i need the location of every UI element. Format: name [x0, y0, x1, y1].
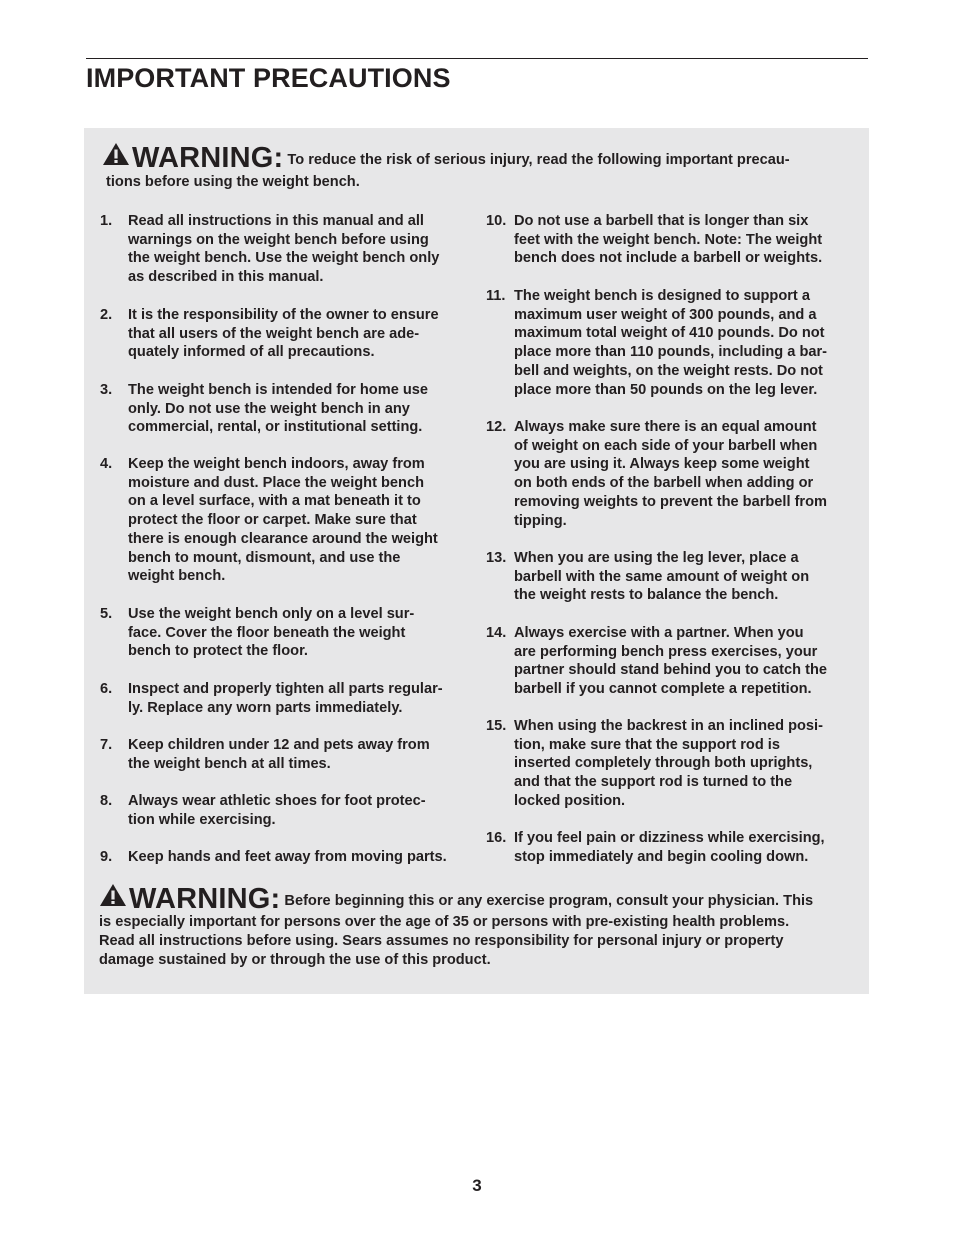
- item-text: [128, 455, 468, 586]
- item-text-line: Do not use a barbell that is longer than six: [514, 213, 809, 229]
- item-text-line: are performing bench press exercises, your: [514, 643, 818, 660]
- warning-top-label: WARNING:: [132, 142, 284, 174]
- item-text-line: commercial, rental, or institutional setting.: [128, 419, 423, 436]
- item-number: 6.: [100, 681, 113, 697]
- item-text-line: Inspect and properly tighten all parts regular-: [128, 681, 443, 697]
- item-text-line: maximum total weight of 410 pounds. Do not: [514, 325, 825, 342]
- item-number: 14.: [486, 625, 507, 641]
- item-text-line: Keep hands and feet away from moving parts.: [128, 849, 447, 865]
- warning-bottom-text-4: damage sustained by or through the use of this product.: [99, 952, 491, 968]
- item-text: [514, 829, 854, 866]
- item-text: [128, 212, 468, 287]
- item-text-line: the weight bench at all times.: [128, 755, 331, 772]
- item-text-line: removing weights to prevent the barbell from: [514, 493, 828, 510]
- item-text-line: Always make sure there is an equal amount: [514, 419, 817, 435]
- item-number: 16.: [486, 830, 507, 846]
- item-text-line: face. Cover the floor beneath the weight: [128, 624, 406, 641]
- warning-bottom-text-3: Read all instructions before using. Sears assumes no responsibility for personal injury or property: [99, 933, 784, 949]
- item-number: 7.: [100, 737, 113, 753]
- warning-triangle-icon: [102, 142, 130, 166]
- item-text: [128, 736, 468, 773]
- item-text-line: If you feel pain or dizziness while exercising,: [514, 830, 825, 846]
- item-text-line: bench to protect the floor.: [128, 643, 308, 660]
- item-text-line: that all users of the weight bench are ade-: [128, 325, 420, 342]
- item-number: 13.: [486, 550, 507, 566]
- item-text-line: It is the responsibility of the owner to ensure: [128, 307, 439, 323]
- item-text-line: you are using it. Always keep some weight: [514, 456, 810, 473]
- item-text-line: stop immediately and begin cooling down.: [514, 848, 809, 865]
- warning-bottom-heading: [99, 883, 814, 915]
- item-number: 2.: [100, 307, 113, 323]
- item-text: [514, 418, 854, 530]
- item-text-line: Use the weight bench only on a level sur-: [128, 606, 415, 622]
- item-text-line: Keep children under 12 and pets away from: [128, 737, 430, 753]
- item-text-line: Always exercise with a partner. When you: [514, 625, 804, 641]
- page-number: 3: [472, 1176, 482, 1195]
- item-text: [128, 792, 468, 829]
- item-text-line: barbell with the same amount of weight on: [514, 568, 810, 585]
- item-number: 5.: [100, 606, 113, 622]
- item-text-line: moisture and dust. Place the weight bench: [128, 474, 424, 491]
- item-number: 4.: [100, 456, 113, 472]
- item-text-line: protect the floor or carpet. Make sure that: [128, 512, 417, 529]
- item-text: [128, 605, 468, 661]
- item-text: [514, 624, 854, 699]
- item-text-line: bench to mount, dismount, and use the: [128, 549, 401, 566]
- page-title: IMPORTANT PRECAUTIONS: [86, 63, 451, 93]
- item-number: 11.: [486, 288, 506, 304]
- item-text-line: feet with the weight bench. Note: The weight: [514, 231, 823, 248]
- item-text-line: tion while exercising.: [128, 811, 276, 828]
- item-text: [128, 381, 468, 437]
- item-text-line: on a level surface, with a mat beneath it to: [128, 493, 421, 510]
- item-text-line: When you are using the leg lever, place a: [514, 550, 799, 566]
- warning-bottom-text-1: Before beginning this or any exercise program, consult your physician. This: [284, 893, 814, 909]
- item-number: 3.: [100, 382, 113, 398]
- item-text: [128, 848, 468, 867]
- item-text-line: tion, make sure that the support rod is: [514, 736, 780, 753]
- item-text-line: locked position.: [514, 792, 626, 809]
- item-text-line: there is enough clearance around the weight: [128, 530, 438, 547]
- item-text-line: ly. Replace any worn parts immediately.: [128, 699, 403, 716]
- item-text-line: warnings on the weight bench before using: [128, 231, 429, 248]
- item-text-line: place more than 50 pounds on the leg lever.: [514, 381, 818, 398]
- item-text-line: and that the support rod is turned to the: [514, 774, 793, 791]
- item-text: [128, 680, 468, 717]
- item-text-line: maximum user weight of 300 pounds, and a: [514, 306, 817, 323]
- item-text: [514, 717, 854, 811]
- item-text-line: The weight bench is intended for home use: [128, 382, 429, 398]
- warning-triangle-icon: [99, 883, 127, 907]
- item-text-line: on both ends of the barbell when adding or: [514, 475, 814, 492]
- item-text-line: Read all instructions in this manual and all: [128, 213, 424, 229]
- item-text-line: as described in this manual.: [128, 269, 324, 286]
- item-text-line: bell and weights, on the weight rests. Do not: [514, 362, 823, 379]
- item-text-line: barbell if you cannot complete a repetition.: [514, 681, 812, 698]
- warning-bottom-label: WARNING:: [129, 883, 281, 915]
- item-text-line: inserted completely through both uprights,: [514, 755, 813, 772]
- item-text-line: bench does not include a barbell or weights.: [514, 250, 823, 267]
- item-text-line: The weight bench is designed to support a: [514, 288, 810, 304]
- item-number: 15.: [486, 718, 507, 734]
- item-text-line: weight bench.: [128, 568, 226, 585]
- item-text-line: Keep the weight bench indoors, away from: [128, 456, 425, 472]
- item-number: 8.: [100, 793, 113, 809]
- top-rule: [86, 58, 868, 59]
- warning-top-text-1: To reduce the risk of serious injury, read the following important precau-: [287, 152, 790, 168]
- item-text-line: the weight bench. Use the weight bench only: [128, 250, 440, 267]
- item-text: [514, 287, 854, 399]
- item-number: 12.: [486, 419, 507, 435]
- item-text-line: of weight on each side of your barbell when: [514, 437, 818, 454]
- warning-bottom-text-2: is especially important for persons over the age of 35 or persons with pre-existing health problems.: [99, 914, 790, 930]
- item-text-line: only. Do not use the weight bench in any: [128, 400, 410, 417]
- item-text-line: tipping.: [514, 512, 567, 529]
- item-text: [514, 212, 854, 268]
- item-text-line: place more than 110 pounds, including a bar-: [514, 344, 828, 361]
- item-text: [128, 306, 468, 362]
- item-text-line: partner should stand behind you to catch the: [514, 662, 827, 679]
- item-number: 10.: [486, 213, 507, 229]
- item-text-line: the weight rests to balance the bench.: [514, 587, 779, 604]
- item-text: [514, 549, 854, 605]
- item-text-line: Always wear athletic shoes for foot protec-: [128, 793, 426, 809]
- item-text-line: quately informed of all precautions.: [128, 344, 375, 361]
- warning-top-heading: [102, 142, 790, 174]
- item-number: 9.: [100, 849, 113, 865]
- item-number: 1.: [100, 213, 113, 229]
- item-text-line: When using the backrest in an inclined posi-: [514, 718, 823, 734]
- warning-top-text-2: tions before using the weight bench.: [106, 174, 360, 190]
